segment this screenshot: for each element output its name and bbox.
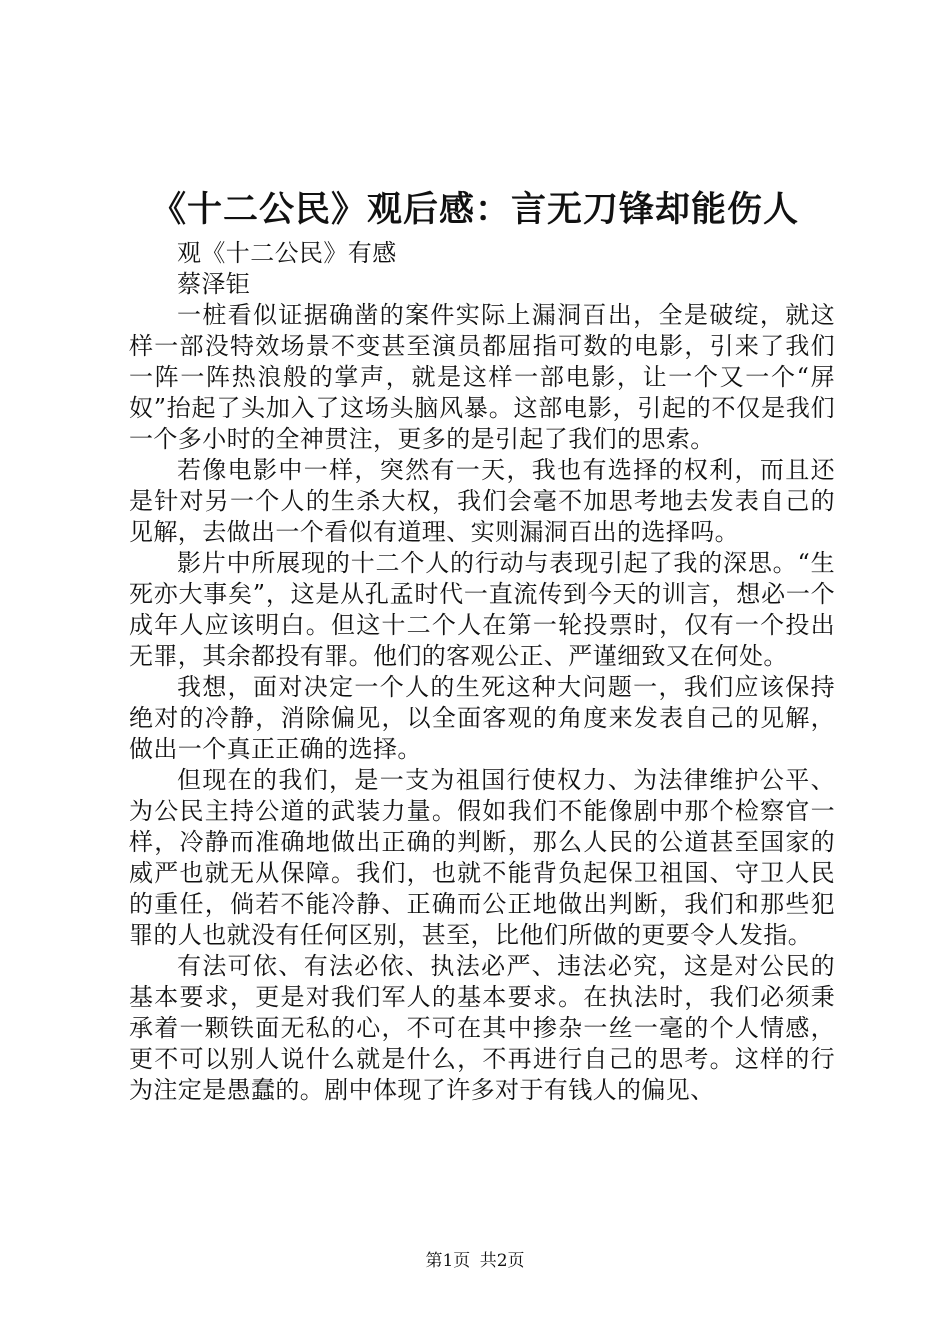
subtitle: 观《十二公民》有感 — [177, 239, 397, 267]
paragraph: 我想，面对决定一个人的生死这种大问题一，我们应该保持绝对的冷静，消除偏见，以全面客观的角度来发表自己的见解，做出一个真正正确的选择。 — [129, 673, 835, 763]
author: 蔡泽钜 — [177, 270, 251, 298]
paragraph: 但现在的我们，是一支为祖国行使权力、为法律维护公平、为公民主持公道的武装力量。假如我们不能像剧中那个检察官一样，冷静而准确地做出正确的判断，那么人民的公道甚至国家的威严也就无从保障。我们，也就不能背负起保卫祖国、守卫人民的重任，倘若不能冷静、正确而公正地做出判断，我们和那些犯罪的人也就没有任何区别，甚至，比他们所做的更要令人发指。 — [129, 766, 835, 949]
paragraph: 若像电影中一样，突然有一天，我也有选择的权利，而且还是针对另一个人的生杀大权，我们会毫不加思考地去发表自己的见解，去做出一个看似有道理、实则漏洞百出的选择吗。 — [129, 456, 835, 546]
document-body — [129, 238, 835, 1106]
page-footer — [0, 1250, 950, 1272]
paragraph: 有法可依、有法必依、执法必严、违法必究，这是对公民的基本要求，更是对我们军人的基本要求。在执法时，我们必须秉承着一颗铁面无私的心，不可在其中掺杂一丝一毫的个人情感，更不可以别人说什么就是什么，不再进行自己的思考。这样的行为注定是愚蠢的。剧中体现了许多对于有钱人的偏见、 — [129, 952, 835, 1104]
page-number: 第1页 — [425, 1251, 471, 1271]
page-total: 共2页 — [479, 1251, 525, 1271]
paragraph: 一桩看似证据确凿的案件实际上漏洞百出，全是破绽，就这样一部没特效场景不变甚至演员都屈指可数的电影，引来了我们一阵一阵热浪般的掌声，就是这样一部电影，让一个又一个“屏奴”抬起了头加入了这场头脑风暴。这部电影，引起的不仅是我们一个多小时的全神贯注，更多的是引起了我们的思索。 — [129, 301, 835, 453]
page-title: 《十二公民》观后感：言无刀锋却能伤人 — [150, 189, 799, 230]
paragraph: 影片中所展现的十二个人的行动与表现引起了我的深思。“生死亦大事矣”，这是从孔孟时代一直流传到今天的训言，想必一个成年人应该明白。但这十二个人在第一轮投票时，仅有一个投出无罪，其余都投有罪。他们的客观公正、严谨细致又在何处。 — [129, 549, 835, 670]
